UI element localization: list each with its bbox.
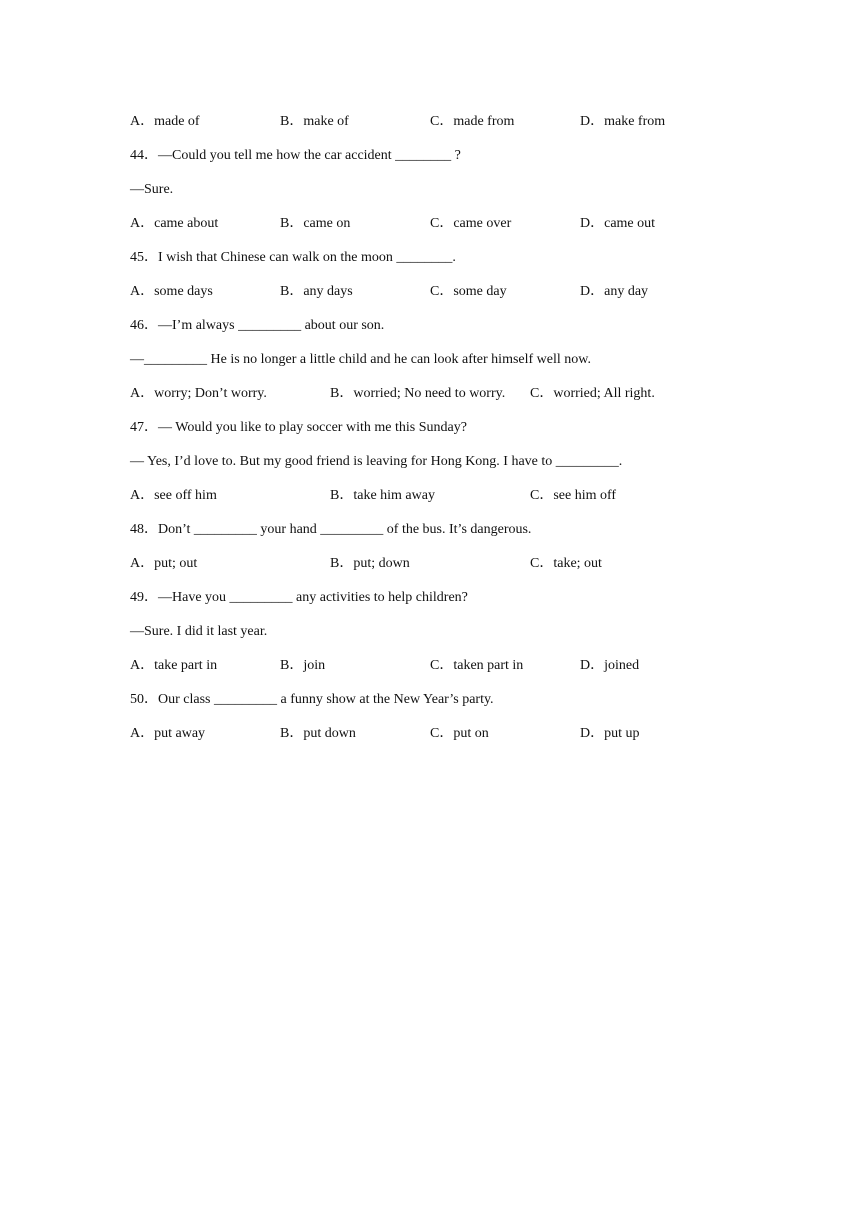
q46-reply: —_________ He is no longer a little child and he can look after himself well now. (130, 352, 591, 367)
q43-option-b: B．make of (280, 114, 349, 129)
q48-option-b: B．put; down (330, 556, 410, 571)
q46-options (130, 383, 750, 417)
q45-option-a: A．some days (130, 284, 213, 299)
q48-option-a: A．put; out (130, 556, 198, 571)
q45-option-c: C．some day (430, 284, 507, 299)
q45-option-b: B．any days (280, 284, 353, 299)
q48-option-c: C．take; out (530, 556, 602, 571)
q46-option-b: B．worried; No need to worry. (330, 386, 506, 401)
q50-options (130, 723, 750, 757)
q46-option-c: C．worried; All right. (530, 386, 655, 401)
q47-options (130, 485, 750, 519)
q48-options (130, 553, 750, 587)
q46-stem: 46．—I’m always _________ about our son. (130, 318, 385, 333)
q50-option-b: B．put down (280, 726, 356, 741)
q49-option-b: B．join (280, 658, 326, 673)
q44-stem: 44．—Could you tell me how the car accident ________ ? (130, 148, 461, 163)
q47-reply: — Yes, I’d love to. But my good friend is leaving for Hong Kong. I have to _________. (130, 454, 623, 469)
q50-option-a: A．put away (130, 726, 206, 741)
q45-options (130, 281, 750, 315)
q49-stem: 49．—Have you _________ any activities to help children? (130, 590, 468, 605)
q43-option-a: A．made of (130, 114, 200, 129)
question-list (130, 111, 750, 757)
q46-option-a: A．worry; Don’t worry. (130, 386, 267, 401)
q47-option-a: A．see off him (130, 488, 217, 503)
q49-option-c: C．taken part in (430, 658, 524, 673)
q45-stem: 45．I wish that Chinese can walk on the moon ________. (130, 250, 456, 265)
q49-reply: —Sure. I did it last year. (130, 624, 268, 639)
q49-options (130, 655, 750, 689)
q48-stem: 48．Don’t _________ your hand _________ of the bus. It’s dangerous. (130, 522, 532, 537)
q44-option-b: B．came on (280, 216, 351, 231)
q49-option-a: A．take part in (130, 658, 218, 673)
q43-options (130, 111, 750, 145)
q47-stem: 47．— Would you like to play soccer with me this Sunday? (130, 420, 467, 435)
q45-option-d: D．any day (580, 284, 649, 299)
q44-option-d: D．came out (580, 216, 656, 231)
q43-option-c: C．made from (430, 114, 515, 129)
q43-option-d: D．make from (580, 114, 666, 129)
q50-option-d: D．put up (580, 726, 640, 741)
q44-options (130, 213, 750, 247)
q44-reply: —Sure. (130, 182, 174, 197)
q44-option-a: A．came about (130, 216, 219, 231)
q50-option-c: C．put on (430, 726, 489, 741)
q47-option-b: B．take him away (330, 488, 435, 503)
q49-option-d: D．joined (580, 658, 640, 673)
q47-option-c: C．see him off (530, 488, 617, 503)
q50-stem: 50．Our class _________ a funny show at the New Year’s party. (130, 692, 494, 707)
q44-option-c: C．came over (430, 216, 512, 231)
